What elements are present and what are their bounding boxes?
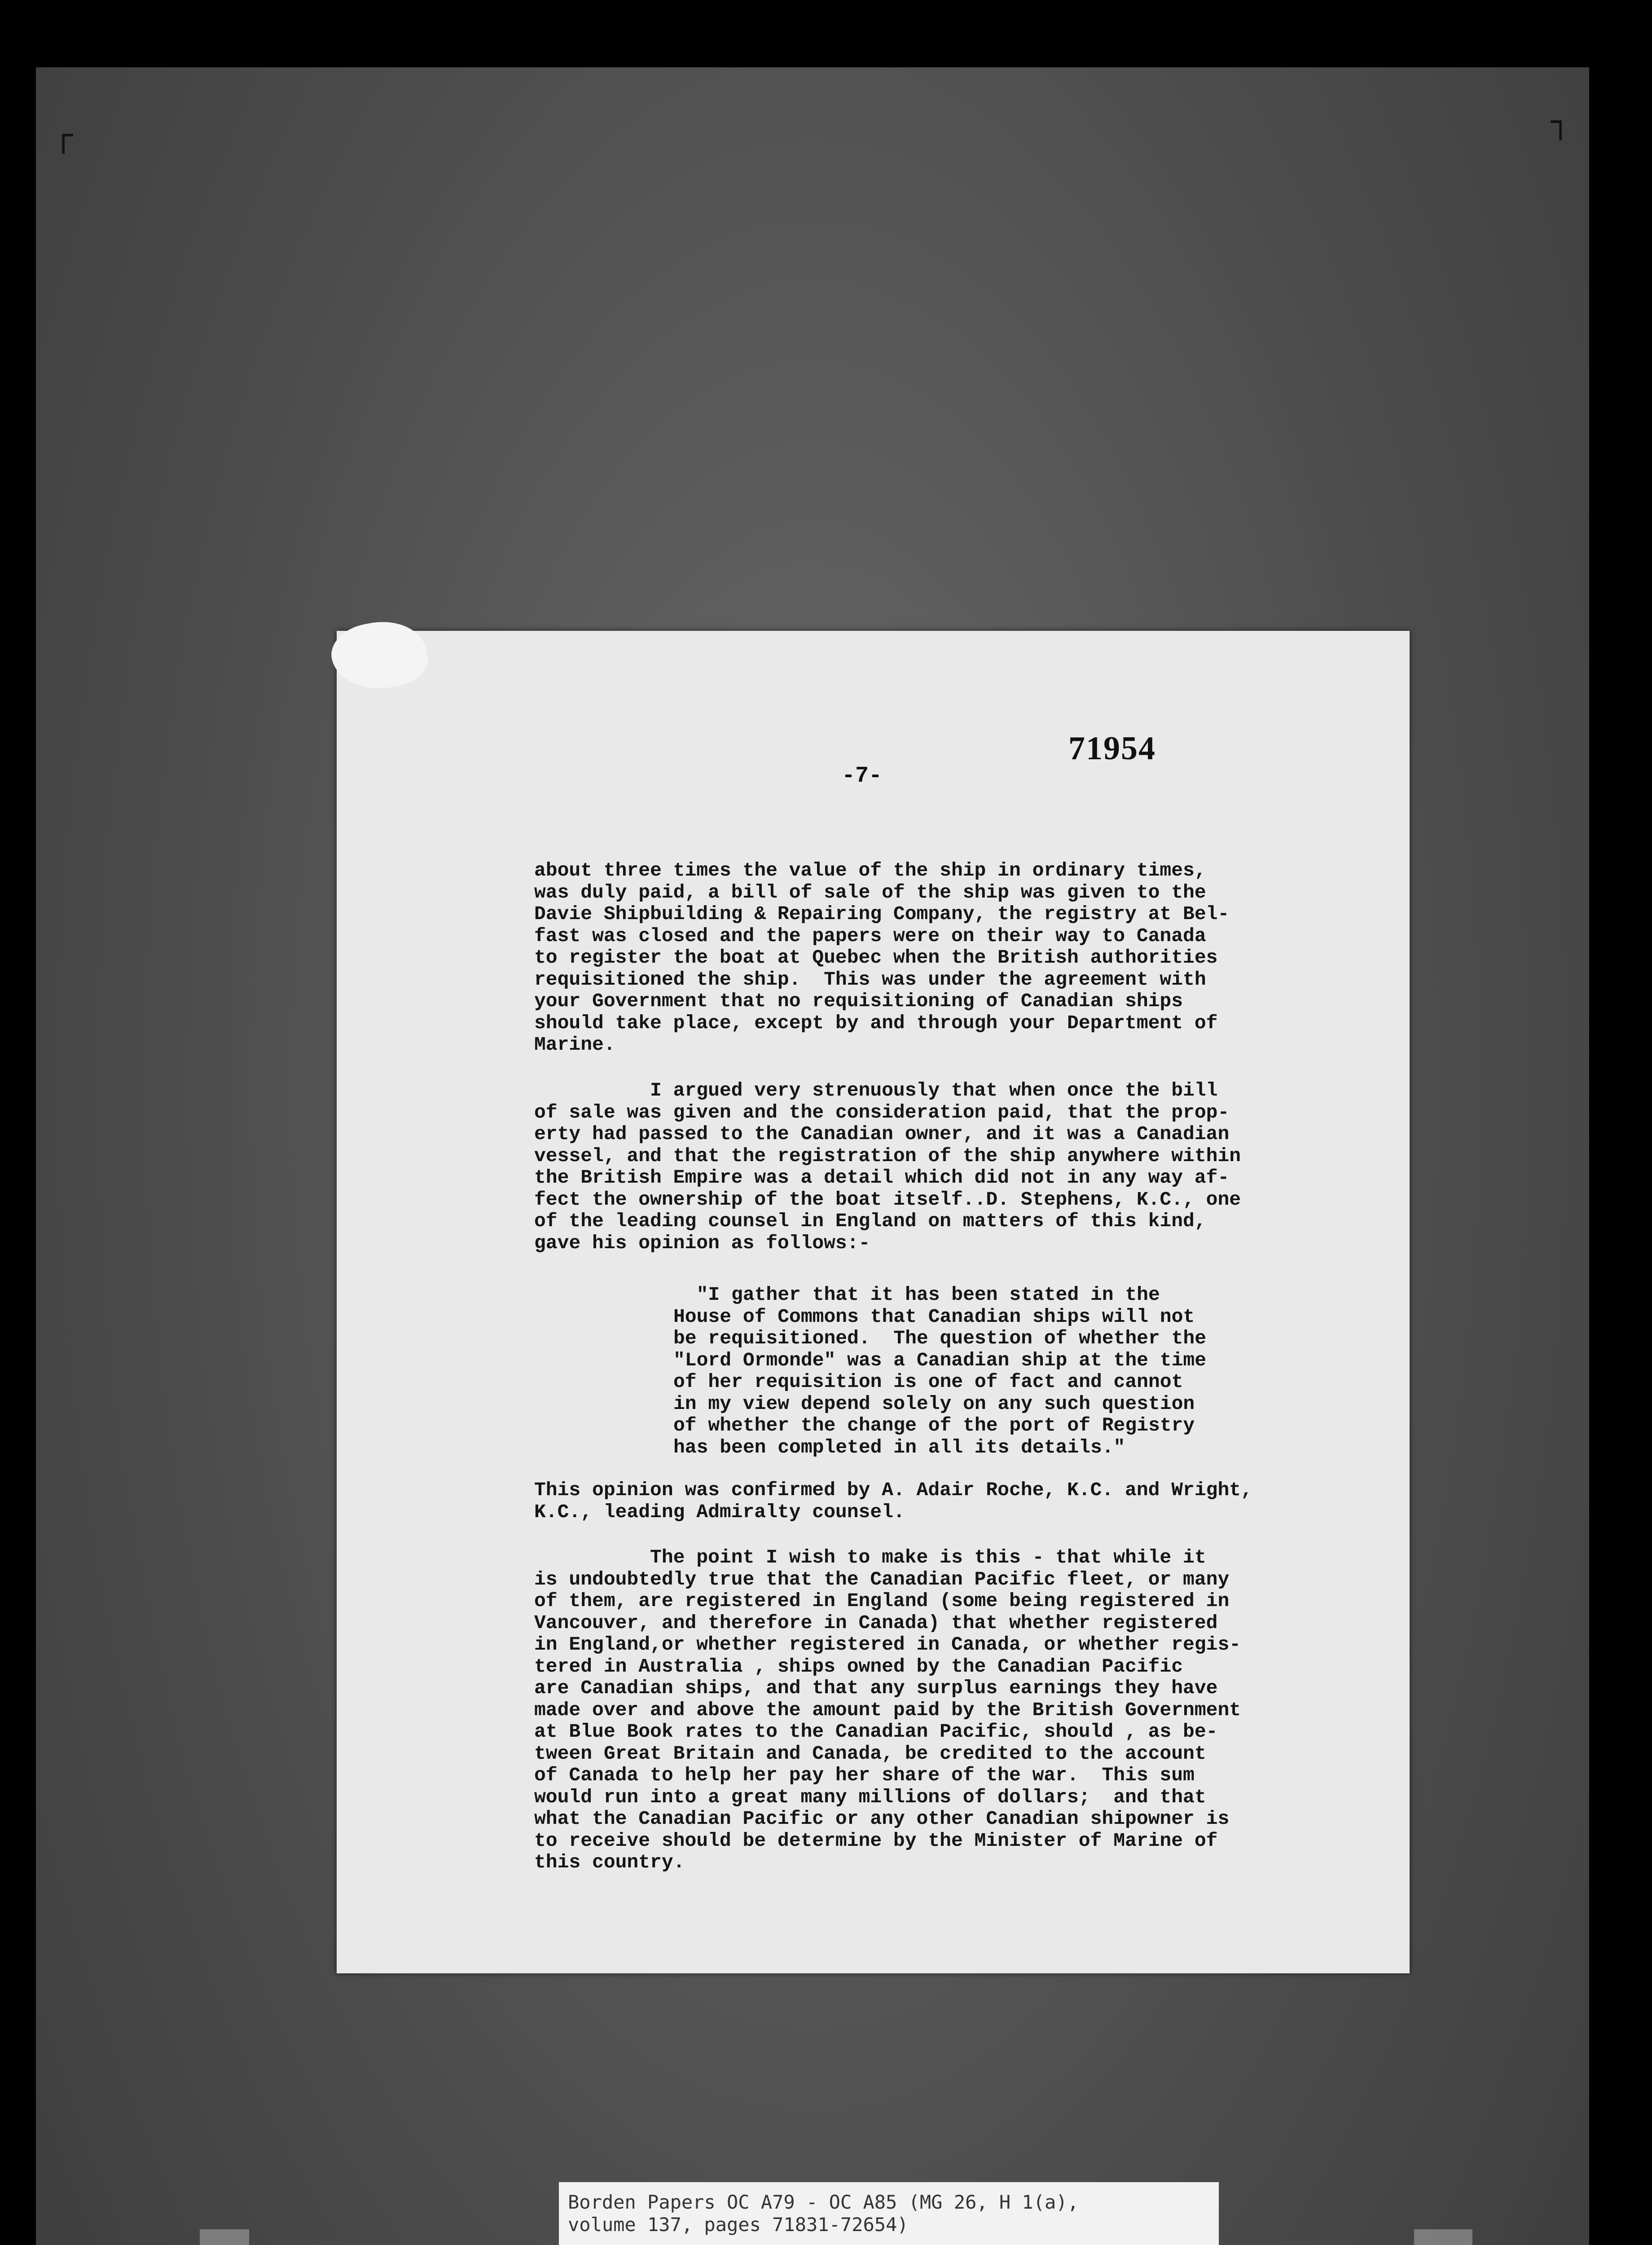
reference-label: Borden Papers OC A79 - OC A85 (MG 26, H 1(a), volume 137, pages 71831-72654) [559,2182,1219,2245]
paragraph-3: This opinion was confirmed by A. Adair Roche, K.C. and Wright, K.C., leading Admiralty counsel. [534,1479,1252,1523]
tape-left [200,2229,249,2245]
quoted-opinion: "I gather that it has been stated in the House of Commons that Canadian ships will not be requisitioned. The question of whether the "Lord Ormonde" was a Canadian ship at the time of her requisition is one of fact and cannot in my view depend solely on any such question of whether the change of the port of Registry has been completed in all its details." [673,1284,1206,1458]
tape-right [1414,2229,1472,2245]
page-number: -7- [842,763,883,789]
paragraph-2: I argued very strenuously that when once the bill of sale was given and the consideration paid, that the prop- erty had passed to the Canadian owner, and it was a Canadian vessel, and that the registration of the ship anywhere within the British Empire was a detail which did not in any way af- fect the ownership of the boat itself..D. Stephens, K.C., one of the leading counsel in England on matters of this kind, gave his opinion as follows:- [534,1079,1241,1254]
corner-mark-top-left: ┌ [54,117,73,154]
document-number: 71954 [1068,730,1156,767]
paragraph-4: The point I wish to make is this - that while it is undoubtedly true that the Canadian Pacific fleet, or many of them, are registered in England (some being registered in Vancouver, and therefore in Canada) that whether registered in England,or whether registered in Canada, or whether regis- tered in Australia , ships owned by the Canadian Pacific are Canadian ships, and that any surplus earnings they have made over and above the amount paid by the British Government at Blue Book rates to the Canadian Pacific, should , as be- tween Great Britain and Canada, be credited to the account of Canada to help her pay her share of the war. This sum would run into a great many millions of dollars; and that what the Canadian Pacific or any other Canadian shipowner is to receive should be determine by the Minister of Marine of this country. [534,1546,1241,1873]
corner-mark-top-right: ┐ [1551,103,1570,140]
paragraph-1: about three times the value of the ship in ordinary times, was duly paid, a bill of sale of the ship was given to the Davie Shipbuilding & Repairing Company, the registry at Bel- fast was closed and the papers were on their way to Canada to register the boat at Quebec when the British authorities requisitioned the ship. This was under the agreement with your Government that no requisitioning of Canadian ships should take place, except by and through your Department of Marine. [534,859,1230,1056]
